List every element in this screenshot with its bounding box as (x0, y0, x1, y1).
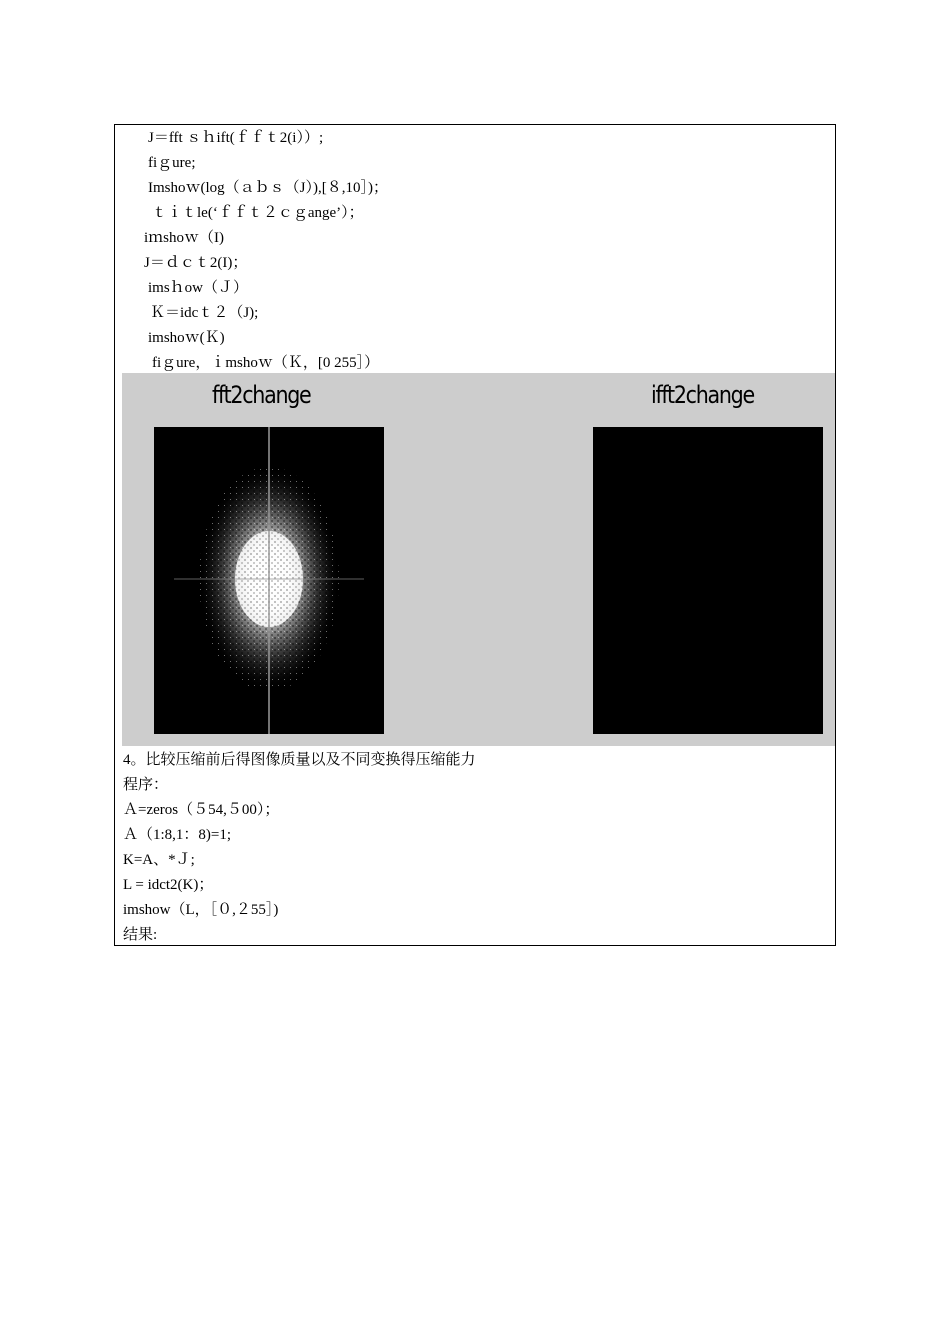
code-line: J＝ｄｃｔ2(I)； (144, 255, 248, 271)
left-figure-title: fft2change (212, 381, 311, 409)
code-line: fiｇure，ｉmshoｗ（Ｋ，[0 255］） (152, 355, 380, 371)
section-heading: 4。比较压缩前后得图像质量以及不同变换得压缩能力 (123, 752, 476, 768)
code-line: fiｇure; (148, 155, 196, 171)
code-line: J＝fft ｓｈift(ｆｆｔ2(i））; (148, 130, 324, 146)
fft-spectrum-image (154, 427, 384, 734)
code-line: ｔｉｔle(‘ｆｆｔ２ｃｇange’）； (152, 205, 364, 221)
code-line: Ａ=zeros（５54,５00）； (123, 802, 280, 818)
program-label: 程序： (123, 777, 169, 793)
code-line: Imshoｗ(log（ａｂｓ（J）),[８,10］)； (148, 180, 388, 196)
code-line: imsｈow（Ｊ） (148, 280, 249, 296)
idct-result-image (593, 427, 823, 734)
code-line: imshow（L，［０,２55］) (123, 902, 279, 918)
code-line: L = idct2(K)； (123, 877, 214, 893)
right-figure-title: ifft2change (651, 381, 754, 409)
code-line: Ａ（1:8,1：8)=1; (123, 827, 232, 843)
result-label: 结果: (123, 927, 158, 943)
matlab-figure-screenshot (122, 373, 835, 746)
code-line: imshoｗ(Ｋ) (148, 330, 225, 346)
code-line: iｍshoｗ（I) (144, 230, 224, 246)
fft-spectrum-graphic (154, 427, 384, 734)
code-line: K=A、*Ｊ; (123, 852, 195, 868)
code-line: Ｋ＝idcｔ２（J); (150, 305, 259, 321)
